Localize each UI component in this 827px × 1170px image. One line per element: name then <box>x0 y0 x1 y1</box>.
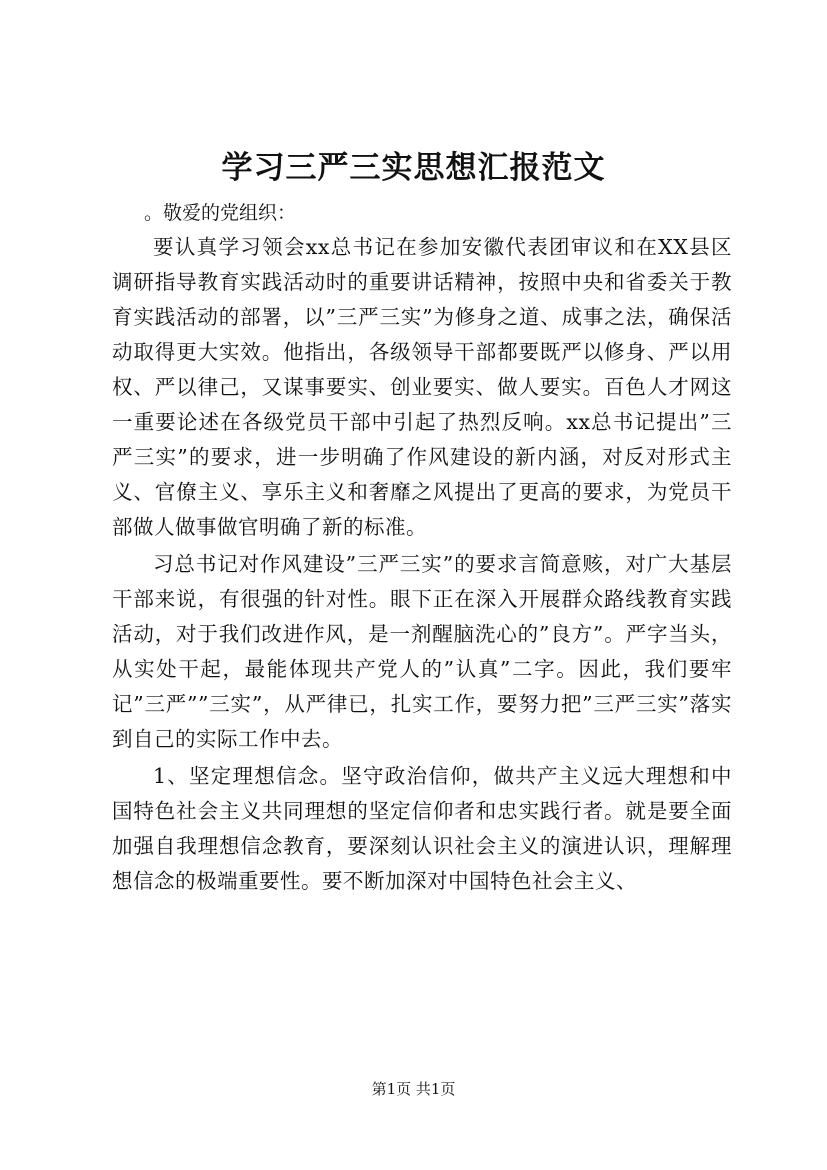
page-number-footer: 第1页 共1页 <box>371 1080 456 1098</box>
salutation: 。敬爱的党组织： <box>144 202 297 224</box>
paragraph-2: 习总书记对作风建设”三严三实”的要求言简意赅，对广大基层干部来说，有很强的针对性。眼下正在深入开展群众路线教育实践活动，对于我们改进作风，是一剂醒脑洗心的”良方”。严字当头，从实处干起，最能体现共产党人的”认真”二字。因此，我们要牢记”三严””三实”，从严律已，扎实工作，要努力把”三严三实”落实到自己的实际工作中去。 <box>112 552 732 751</box>
document-body <box>112 196 732 899</box>
document-title: 学习三严三实思想汇报范文 <box>221 150 606 186</box>
paragraph-1: 要认真学习领会xx总书记在参加安徽代表团审议和在XX县区调研指导教育实践活动时的重要讲话精神，按照中央和省委关于教育实践活动的部署，以”三严三实”为修身之道、成事之法，确保活动取得更大实效。他指出，各级领导干部都要既严以修身、严以用权、严以律己，又谋事要实、创业要实、做人要实。百色人才网这一重要论述在各级党员干部中引起了热烈反响。xx总书记提出”三严三实”的要求，进一步明确了作风建设的新内涵，对反对形式主义、官僚主义、享乐主义和奢靡之风提出了更高的要求，为党员干部做人做事做官明确了新的标准。 <box>112 235 732 539</box>
paragraph-3: 1、坚定理想信念。坚守政治信仰，做共产主义远大理想和中国特色社会主义共同理想的坚定信仰者和忠实践行者。就是要全面加强自我理想信念教育，要深刻认识社会主义的演进认识，理解理想信念的极端重要性。要不断加深对中国特色社会主义、 <box>112 764 732 893</box>
